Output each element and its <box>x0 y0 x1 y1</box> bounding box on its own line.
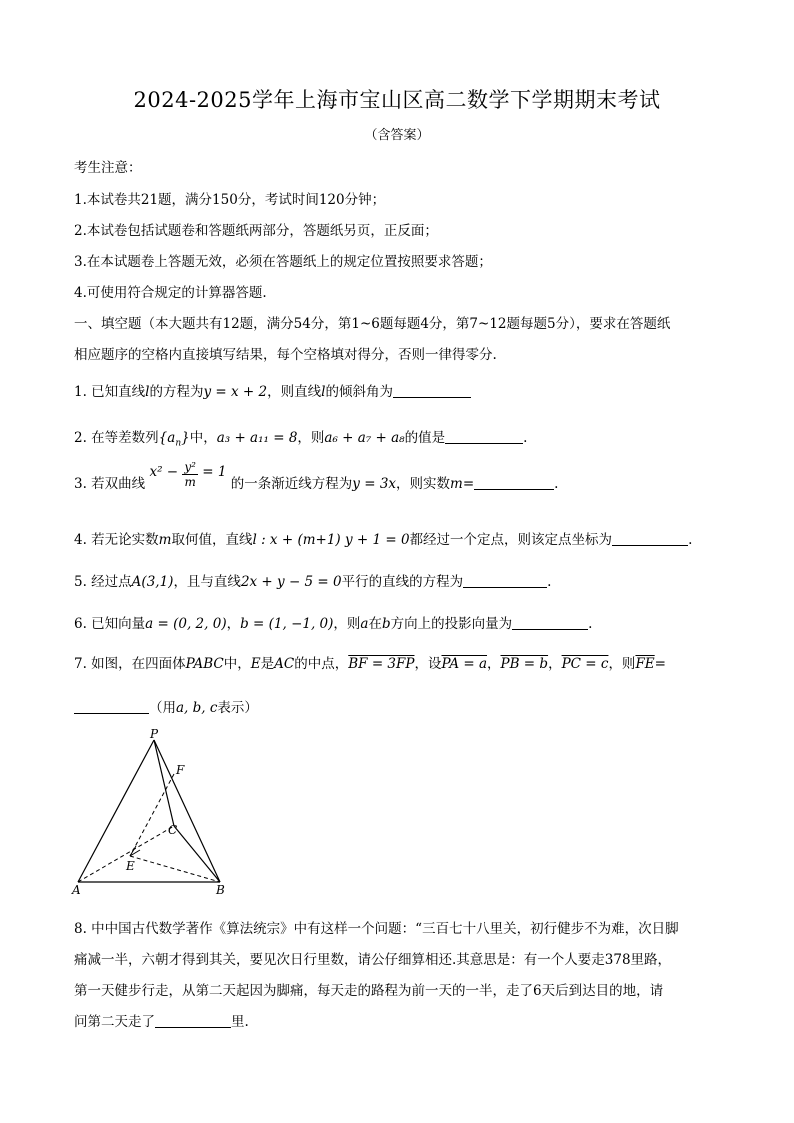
q5-line-equation: 2x + y − 5 = 0 <box>240 574 342 590</box>
q3-hyperbola-pre: x² − <box>149 464 179 480</box>
q1-answer-blank[interactable] <box>393 383 471 398</box>
q6-b-symbol: b <box>381 616 391 632</box>
section-instructions-line2: 相应题序的空格内直接填写结果，每个空格填对得分，否则一律得零分. <box>74 347 497 363</box>
q8-answer-blank[interactable] <box>155 1013 231 1028</box>
q7-vars: a, b, c <box>176 700 218 716</box>
q3-fraction: $\frac{\text{y²}}{m}$ <box>184 460 196 489</box>
q2-answer-blank[interactable] <box>445 429 523 444</box>
q6-sep: ， <box>226 616 241 632</box>
q6-end: . <box>588 616 593 632</box>
segment-eb <box>130 856 220 882</box>
label-e: E <box>126 859 135 873</box>
notice-item-3: 3.在本试题卷上答题无效，必须在答题纸上的规定位置按照要求答题； <box>74 254 492 270</box>
q4-answer-blank[interactable] <box>612 531 688 546</box>
edge-cb <box>174 826 220 882</box>
q2-sequence: $\{a_n\}$ <box>158 430 190 449</box>
q7-e-symbol: E <box>250 656 261 672</box>
q2-text-d: 的值是 <box>404 430 446 446</box>
arrow-head-icon <box>130 846 140 856</box>
q6-vector-b: b = (1, −1, 0) <box>240 616 334 632</box>
question-7-line2 <box>74 696 258 716</box>
q3-answer-blank[interactable] <box>474 475 554 490</box>
q4-text-a: 4. 若无论实数 <box>74 532 159 548</box>
q2-text-a: 2. 在等差数列 <box>74 430 159 446</box>
q3-text-a: 3. 若双曲线 <box>74 476 146 492</box>
q7-answer-blank[interactable] <box>74 699 149 714</box>
q4-m-symbol: m <box>158 532 172 548</box>
q5-text-a: 5. 经过点 <box>74 574 132 590</box>
q1-text-d: 的倾斜角为 <box>325 384 393 400</box>
q6-a-symbol: a <box>360 616 369 632</box>
q3-text-b: 的一条渐近线方程为 <box>230 476 353 492</box>
q7-text-f: ，设 <box>414 656 442 672</box>
q4-end: . <box>688 532 693 548</box>
q5-text-c: 平行的直线的方程为 <box>341 574 464 590</box>
question-6 <box>74 612 592 632</box>
q7-sep1: ， <box>487 656 501 672</box>
q2-text-b: 中， <box>189 430 217 446</box>
edge-pa <box>78 740 154 882</box>
q7-relation: BF = 3FP <box>348 656 415 672</box>
question-8-line1: 8. 中中国古代数学著作《算法统宗》中有这样一个问题：“三百七十八里关，初行健步不为难，次日脚 <box>74 921 679 937</box>
q3-end: . <box>554 476 559 492</box>
q7-sep2: ， <box>548 656 562 672</box>
edge-pb <box>154 740 220 882</box>
q1-line-symbol-2: l <box>321 384 326 400</box>
question-8-line4 <box>74 1010 249 1030</box>
q5-answer-blank[interactable] <box>463 573 547 588</box>
q2-equation: a₃ + a₁₁ = 8 <box>216 430 298 446</box>
q1-equation: y = x + 2 <box>203 384 268 400</box>
page-subtitle: （含答案） <box>364 128 430 143</box>
q8-text-a: 问第二天走了 <box>74 1014 155 1030</box>
q7-text-g: ，则 <box>608 656 636 672</box>
q7-vector-pc: PC = c <box>561 656 609 672</box>
notice-item-4: 4.可使用符合规定的计算器答题. <box>74 285 267 301</box>
q7-text-c: 是 <box>260 656 275 672</box>
label-b: B <box>216 883 225 897</box>
q2-end: . <box>523 430 528 446</box>
q6-vector-a: a = (0, 2, 0) <box>145 616 227 632</box>
q1-text-c: ，则直线 <box>267 384 322 400</box>
question-3 <box>74 460 559 499</box>
q3-hyperbola-post: = 1 <box>202 464 227 480</box>
q7-vector-fe: $\overline{FE}$ <box>635 656 655 672</box>
q1-text-b: 的方程为 <box>149 384 204 400</box>
label-f: F <box>176 763 185 777</box>
q8-text-b: 里. <box>231 1014 249 1030</box>
q5-text-b: ，且与直线 <box>173 574 241 590</box>
q3-m-symbol: m <box>450 476 463 492</box>
q7-text-h: = <box>654 656 666 672</box>
segment-fe <box>130 774 174 856</box>
q7-ac-symbol: AC <box>274 656 295 672</box>
q7-text-d: 的中点， <box>294 656 349 672</box>
notice-heading: 考生注意： <box>74 160 142 176</box>
q6-text-c: 在 <box>368 616 382 632</box>
q1-text-a: 1. 已知直线 <box>74 384 146 400</box>
q1-line-symbol: l <box>145 384 150 400</box>
q6-text-a: 6. 已知向量 <box>74 616 146 632</box>
q6-text-b: ，则 <box>333 616 361 632</box>
q7-text-b: 中， <box>223 656 251 672</box>
q7-line2-end: 表示） <box>217 700 258 716</box>
question-1 <box>74 380 471 400</box>
q2-expression: a₆ + a₇ + a₈ <box>324 430 405 446</box>
question-7 <box>74 652 666 672</box>
q7-vector-pb: PB = b <box>500 656 549 672</box>
q6-text-d: 方向上的投影向量为 <box>390 616 513 632</box>
question-2 <box>74 426 527 449</box>
q5-point: A(3,1) <box>131 574 174 590</box>
section-instructions-line1: 一、填空题（本大题共有12题，满分54分，第1~6题每题4分，第7~12题每题5分），要求在答题纸 <box>74 316 671 332</box>
page-title: 2024-2025学年上海市宝山区高二数学下学期期末考试 <box>133 88 661 112</box>
notice-item-2: 2.本试卷包括试题卷和答题纸两部分，答题纸另页，正反面； <box>74 223 438 239</box>
question-5 <box>74 570 551 590</box>
q4-text-c: 都经过一个定点，则该定点坐标为 <box>409 532 613 548</box>
q7-tetrahedron: PABC <box>185 656 224 672</box>
q7-line2-a: （用 <box>149 700 176 716</box>
label-c: C <box>168 823 178 837</box>
q3-asymptote: y = 3x <box>352 476 397 492</box>
q2-text-c: ，则 <box>297 430 325 446</box>
q4-text-b: 取何值，直线 <box>171 532 253 548</box>
q7-text-a: 7. 如图，在四面体 <box>74 656 186 672</box>
q5-end: . <box>547 574 552 590</box>
label-p: P <box>150 728 159 741</box>
q3-text-d: = <box>462 476 475 492</box>
q7-vector-pa: PA = a <box>441 656 488 672</box>
question-8-line2: 痛减一半，六朝才得到其关，要见次日行里数，请公仔细算相还.其意思是：有一个人要走378里路， <box>74 952 672 968</box>
label-a: A <box>72 883 81 897</box>
tetrahedron-figure <box>70 728 240 898</box>
q4-line-equation: l : x + (m+1) y + 1 = 0 <box>252 532 410 548</box>
edge-pc <box>154 740 174 826</box>
question-8-line3: 第一天健步行走，从第二天起因为脚痛，每天走的路程为前一天的一半，走了6天后到达目的地，请 <box>74 983 664 999</box>
q3-text-c: ，则实数 <box>396 476 451 492</box>
q6-answer-blank[interactable] <box>512 615 588 630</box>
question-4 <box>74 528 692 548</box>
notice-item-1: 1.本试卷共21题，满分150分，考试时间120分钟； <box>74 192 386 208</box>
